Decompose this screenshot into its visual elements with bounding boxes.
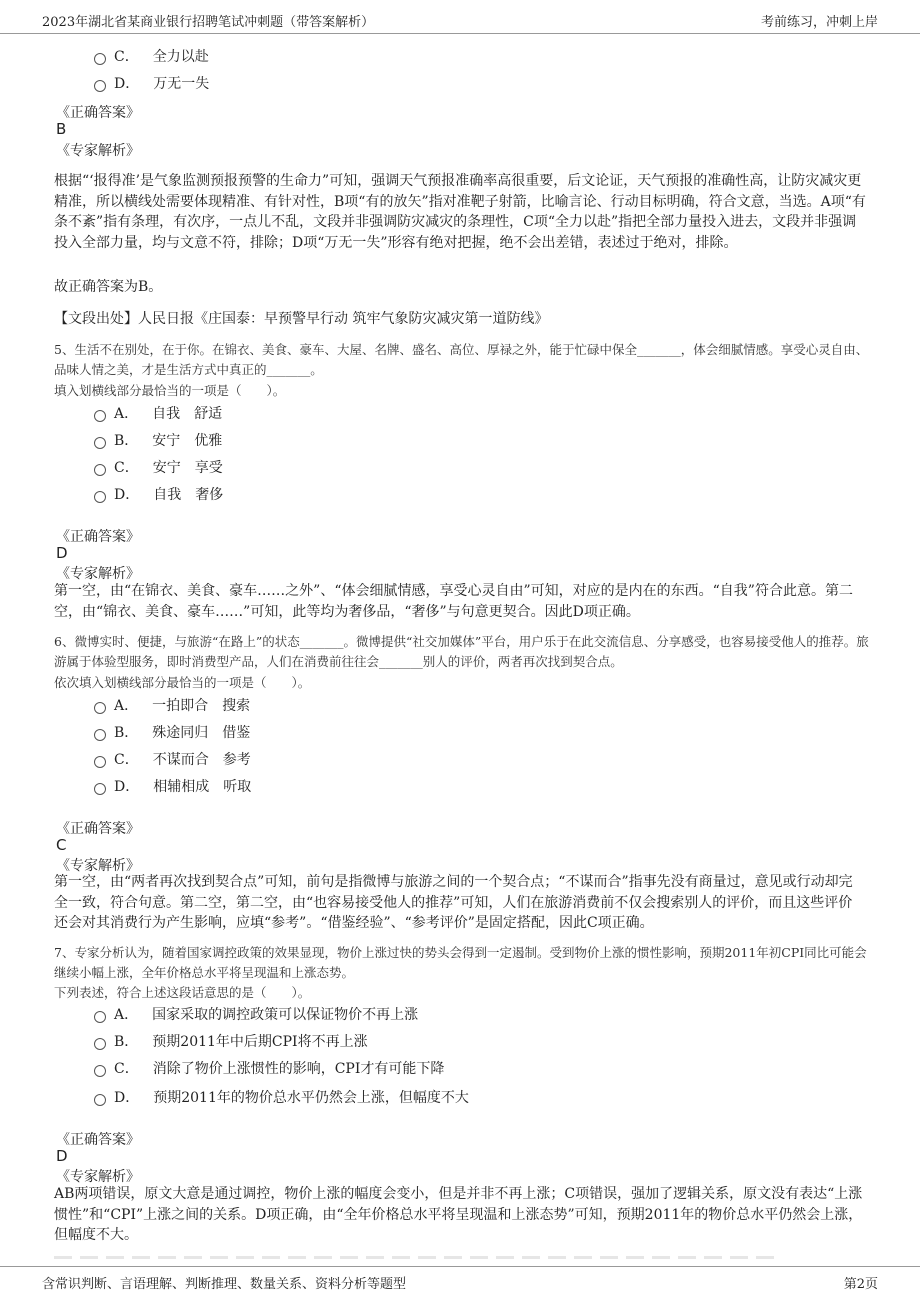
analysis-label: 《专家解析》 <box>56 858 140 874</box>
q7-option-b[interactable]: B． 预期2011年中后期CPI将不再上涨 <box>94 1031 368 1051</box>
analysis-label: 《专家解析》 <box>56 143 140 159</box>
q6-option-a[interactable]: A． 一拍即合 搜索 <box>94 695 250 715</box>
analysis-label: 《专家解析》 <box>56 1169 140 1185</box>
question-7-stem: 7、专家分析认为，随着国家调控政策的效果显现，物价上涨过快的势头会得到一定遏制。受到物价上涨的惯性影响，预期2011年初CPI同比可能会继续小幅上涨，全年价格总水平将呈现温和上涨态势。 <box>54 945 867 980</box>
answer-value: D <box>56 1147 68 1165</box>
analysis-text: AB两项错误，原文大意是通过调控，物价上涨的幅度会变小，但是并非不再上涨；C项错误，强加了逻辑关系，原文没有表达“上涨惯性”和“CPI”上涨之间的关系。D项正确，由“全年价格总水平将呈现温和上涨态势”可知，预期2011年的物价总水平仍然会上涨，但幅度不大。 <box>54 1186 863 1243</box>
page-header <box>0 0 920 34</box>
answer-label: 《正确答案》 <box>56 529 140 545</box>
source-citation: 【文段出处】人民日报《庄国泰：早预警早行动 筑牢气象防灾减灾第一道防线》 <box>54 311 549 327</box>
analysis-text: 第一空，由“在锦衣、美食、豪车……之外”、“体会细腻情感，享受心灵自由”可知，对应的是内在的东西。“自我”符合此意。第二空，由“锦衣、美食、豪车……”可知，此等均为奢侈品，“奢侈”与句意更契合。因此D项正确。 <box>54 583 853 620</box>
q7-option-a[interactable]: A． 国家采取的调控政策可以保证物价不再上涨 <box>94 1004 418 1024</box>
footer-topics: 含常识判断、言语理解、判断推理、数量关系、资料分析等题型 <box>42 1277 407 1292</box>
radio-icon[interactable] <box>94 702 106 714</box>
header-slogan: 考前练习，冲刺上岸 <box>760 15 878 30</box>
radio-icon[interactable] <box>94 1094 106 1106</box>
q4-option-c[interactable]: C． 全力以赴 <box>94 46 209 66</box>
question-5-stem: 5、生活不在别处，在于你。在锦衣、美食、豪车、大屋、名牌、盛名、高位、厚禄之外，能于忙碌中保全_______，体会细腻情感。享受心灵自由、品味人情之美，才是生活方式中真正的_______。 <box>54 342 869 377</box>
answer-label: 《正确答案》 <box>56 105 140 121</box>
q5-option-c[interactable]: C． 安宁 享受 <box>94 457 223 477</box>
document-title: 2023年湖北省某商业银行招聘笔试冲刺题（带答案解析） <box>42 15 375 30</box>
page-footer <box>0 1266 920 1302</box>
answer-value: D <box>56 544 68 562</box>
radio-icon[interactable] <box>94 756 106 768</box>
radio-icon[interactable] <box>94 729 106 741</box>
analysis-text: 第一空，由“两者再次找到契合点”可知，前句是指微博与旅游之间的一个契合点；“不谋而合”指事先没有商量过，意见或行动却完全一致，符合句意。第二空，第二空，由“也容易接受他人的推荐”可知，人们在旅游消费前不仅会搜索别人的评价，而且这些评价还会对其消费行为产生影响，应填“参考”。“借鉴经验”、“参考评价”是固定搭配，因此C项正确。 <box>54 874 853 931</box>
analysis-text: 根据“‘报得准’是气象监测预报预警的生命力”可知，强调天气预报准确率高很重要，后文论证，天气预报的准确性高，让防灾减灾更精准，所以横线处需要体现精准、有针对性，B项“有的放矢”指对准靶子射箭，比喻言论、行动目标明确，符合文意，当选。A项“有条不紊”指有条理，有次序，一点儿不乱，文段并非强调防灾减灾的条理性，C项“全力以赴”指把全部力量投入进去，文段并非强调投入全部力量，均与文意不符，排除；D项“万无一失”形容有绝对把握，绝不会出差错，表述过于绝对，排除。 <box>54 173 866 251</box>
q7-option-c[interactable]: C． 消除了物价上涨惯性的影响，CPI才有可能下降 <box>94 1058 444 1078</box>
answer-label: 《正确答案》 <box>56 821 140 837</box>
conclusion-text: 故正确答案为B。 <box>54 279 163 295</box>
truncated-text-line <box>54 1256 774 1259</box>
question-6-prompt: 依次填入划横线部分最恰当的一项是（ ）。 <box>54 675 311 690</box>
q6-option-d[interactable]: D． 相辅相成 听取 <box>94 776 251 796</box>
page-number: 第2页 <box>843 1277 878 1292</box>
radio-icon[interactable] <box>94 80 106 92</box>
radio-icon[interactable] <box>94 53 106 65</box>
q5-option-b[interactable]: B． 安宁 优雅 <box>94 430 222 450</box>
q5-option-a[interactable]: A． 自我 舒适 <box>94 403 222 423</box>
radio-icon[interactable] <box>94 410 106 422</box>
radio-icon[interactable] <box>94 783 106 795</box>
q6-option-b[interactable]: B． 殊途同归 借鉴 <box>94 722 250 742</box>
analysis-label: 《专家解析》 <box>56 566 140 582</box>
radio-icon[interactable] <box>94 491 106 503</box>
question-6-stem: 6、微博实时、便捷，与旅游“在路上”的状态_______。微博提供“社交加媒体”平台，用户乐于在此交流信息、分享感受，也容易接受他人的推荐。旅游属于体验型服务，即时消费型产品，人们在消费前往往会_______别人的评价，两者再次找到契合点。 <box>54 634 869 669</box>
answer-label: 《正确答案》 <box>56 1132 140 1148</box>
question-7-prompt: 下列表述，符合上述这段话意思的是（ ）。 <box>54 985 311 1000</box>
answer-value: C <box>56 836 67 854</box>
q5-option-d[interactable]: D． 自我 奢侈 <box>94 484 223 504</box>
q7-option-d[interactable]: D． 预期2011年的物价总水平仍然会上涨，但幅度不大 <box>94 1087 469 1107</box>
question-5-prompt: 填入划横线部分最恰当的一项是（ ）。 <box>54 383 286 398</box>
radio-icon[interactable] <box>94 437 106 449</box>
radio-icon[interactable] <box>94 1011 106 1023</box>
answer-value: B <box>56 120 67 138</box>
q4-option-d[interactable]: D． 万无一失 <box>94 73 209 93</box>
radio-icon[interactable] <box>94 464 106 476</box>
q6-option-c[interactable]: C． 不谋而合 参考 <box>94 749 251 769</box>
radio-icon[interactable] <box>94 1065 106 1077</box>
radio-icon[interactable] <box>94 1038 106 1050</box>
